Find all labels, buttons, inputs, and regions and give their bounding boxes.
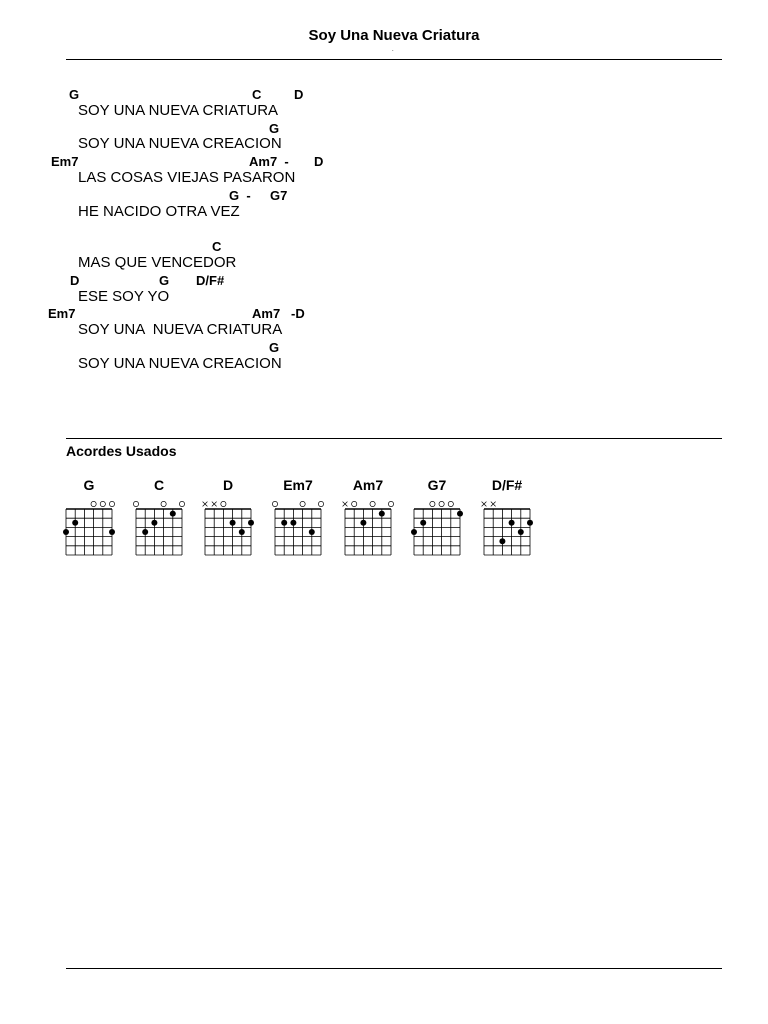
chord-label: G7 [270,188,288,203]
chord-label: G [269,121,280,136]
open-string-icon [439,501,444,506]
finger-dot [248,520,254,526]
finger-dot [63,529,69,535]
chord-label: Am7 - [249,154,289,169]
finger-dot [457,511,463,517]
chord-label: C [212,239,222,254]
chord-diagram-name: Em7 [283,477,313,493]
open-string-icon [272,501,277,506]
lyric-line: MAS QUE VENCEDOR [78,254,237,271]
finger-dot [72,520,78,526]
finger-dot [411,529,417,535]
lyric-line: ESE SOY YO [78,288,170,305]
chord-label: C [252,87,262,102]
lyric-line: HE NACIDO OTRA VEZ [78,203,240,220]
lyric-line: LAS COSAS VIEJAS PASARON [78,169,296,186]
chord-label: D [70,273,80,288]
finger-dot [420,520,426,526]
lyric-line: SOY UNA NUEVA CRIATURA [78,102,279,119]
chord-grid [65,501,115,557]
open-string-icon [430,501,435,506]
chord-diagram-d [204,477,264,557]
section-divider [66,438,722,439]
finger-dot [239,529,245,535]
open-string-icon [388,501,393,506]
song-title: Soy Una Nueva Criatura [308,27,480,44]
finger-dot [290,520,296,526]
finger-dot [518,529,524,535]
chord-diagram-am7 [344,477,404,557]
finger-dot [151,520,157,526]
chords-used-heading: Acordes Usados [66,443,177,459]
open-string-icon [91,501,96,506]
open-string-icon [318,501,323,506]
open-string-icon [109,501,114,506]
chord-diagram-name: D [222,477,234,493]
top-divider [66,59,722,60]
finger-dot [379,511,385,517]
chord-diagram-name: G [83,477,95,493]
chord-label: Em7 [48,306,76,321]
chord-label: D [294,87,304,102]
muted-string-icon [212,502,217,507]
finger-dot [170,511,176,517]
chord-grid [135,501,185,557]
finger-dot [109,529,115,535]
open-string-icon [179,501,184,506]
bottom-divider [66,968,722,969]
finger-dot [142,529,148,535]
open-string-icon [448,501,453,506]
finger-dot [509,520,515,526]
chord-grid [204,501,254,557]
open-string-icon [133,501,138,506]
chord-grid [483,501,533,557]
chord-label: G - [229,188,251,203]
chord-diagram-name: G7 [427,477,447,493]
chord-diagram-name: C [153,477,165,493]
chord-diagram-name: D/F# [491,477,523,493]
finger-dot [281,520,287,526]
chord-diagram-em7 [274,477,334,557]
chord-label: G [69,87,80,102]
open-string-icon [352,501,357,506]
chord-diagram-d-f-sharp [483,477,543,557]
subtitle-mark: . [392,47,394,53]
finger-dot [360,520,366,526]
chord-label: D [314,154,324,169]
finger-dot [230,520,236,526]
open-string-icon [161,501,166,506]
lyric-line: SOY UNA NUEVA CRIATURA [78,321,283,338]
open-string-icon [370,501,375,506]
chord-diagram-name: Am7 [352,477,384,493]
chord-label: Em7 [51,154,79,169]
chord-diagram-g7 [413,477,473,557]
muted-string-icon [491,502,496,507]
lyric-line: SOY UNA NUEVA CREACION [78,135,282,152]
open-string-icon [100,501,105,506]
chord-label: G [159,273,170,288]
open-string-icon [300,501,305,506]
chord-grid [413,501,463,557]
chord-grid [274,501,324,557]
chord-label: D/F# [196,273,225,288]
chord-diagram-g [65,477,125,557]
muted-string-icon [482,502,487,507]
muted-string-icon [203,502,208,507]
chord-label: G [269,340,280,355]
chord-diagram-c [135,477,195,557]
open-string-icon [221,501,226,506]
finger-dot [527,520,533,526]
finger-dot [499,538,505,544]
chord-label: Am7 -D [252,306,305,321]
chord-grid [344,501,394,557]
muted-string-icon [343,502,348,507]
finger-dot [309,529,315,535]
lyric-line: SOY UNA NUEVA CREACION [78,355,282,372]
